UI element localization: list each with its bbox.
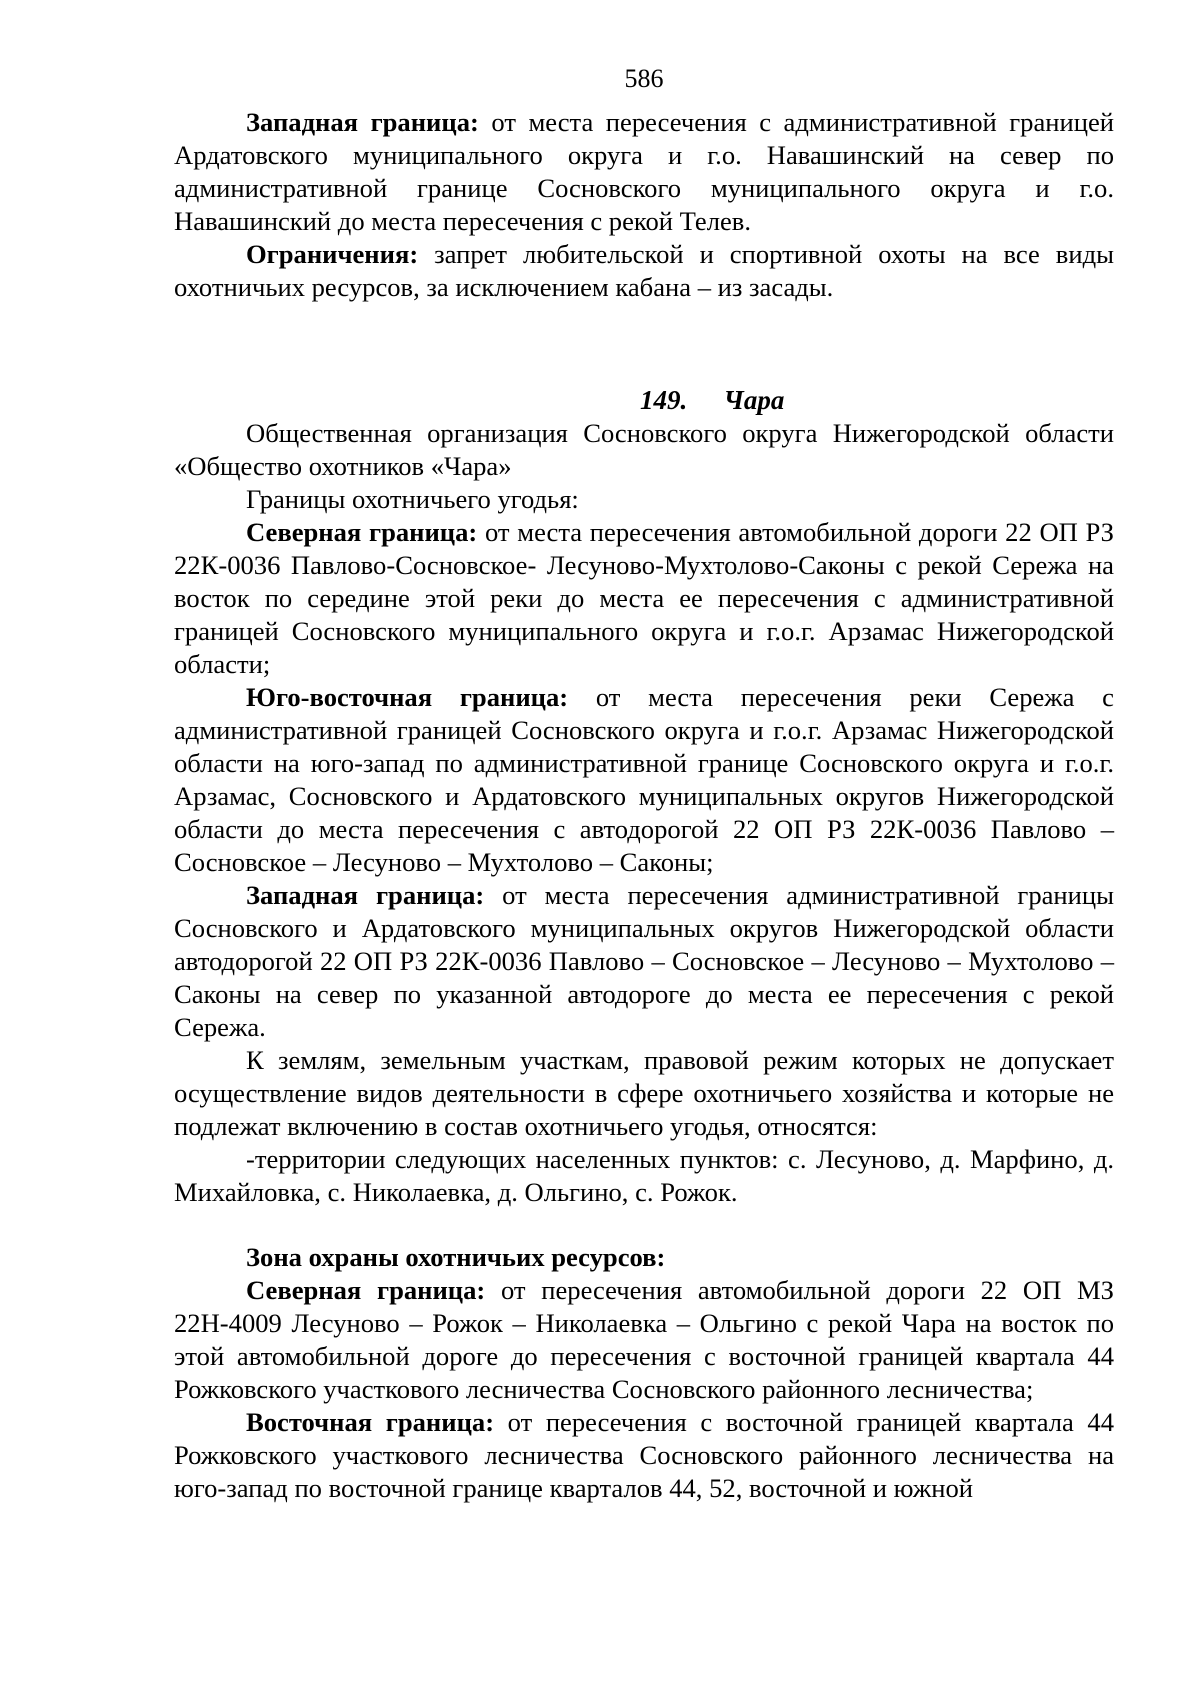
paragraph-west-border (174, 879, 1114, 1044)
west-border-label: Западная граница: (246, 107, 479, 137)
paragraph-zone-north-border (174, 1274, 1114, 1406)
paragraph-restrictions (174, 238, 1114, 304)
restrictions-label: Ограничения: (246, 239, 419, 269)
paragraph-west-border-prev (174, 106, 1114, 238)
paragraph-north-border (174, 516, 1114, 681)
protection-zone-title: Зона охраны охотничьих ресурсов: (246, 1242, 666, 1272)
spacer (174, 1209, 1114, 1241)
restrictions-text: запрет любительской и спортивной охоты на все виды охотничьих ресурсов, за исключением кабана – из засады. (174, 239, 1114, 302)
southeast-border-label: Юго-восточная граница: (246, 682, 569, 712)
borders-intro: Границы охотничьего угодья: (246, 484, 579, 514)
section-number: 149. (640, 385, 688, 415)
west-border-text: от места пересечения с административной границей Ардатовского муниципального округа и г.о. Навашинский на север по административной границе Сосновского муниципального округа и г.о. Навашинский до места пересечения с рекой Телев. (174, 107, 1114, 236)
west-border-text-2: от места пересечения административной границы Сосновского и Ардатовского муниципальных округов Нижегородской области автодорогой 22 ОП РЗ 22К-0036 Павлово – Сосновское – Лесуново – Мухтолово – Саконы на север по указанной автодороге до места ее пересечения с рекой Сережа. (174, 880, 1114, 1042)
southeast-border-text: от места пересечения реки Сережа с административной границей Сосновского округа и г.о.г. Арзамас Нижегородской области на юго-запад по административной границе Сосновского округа и г.о.г. Арзамас, Сосновского и Ардатовского муниципальных округов Нижегородской области до места пересечения с автодорогой 22 ОП РЗ 22К-0036 Павлово – Сосновское – Лесуново – Мухтолово – Саконы; (174, 682, 1114, 877)
north-border-label: Северная граница: (246, 517, 478, 547)
excluded-settlements-list: -территории следующих населенных пунктов: с. Лесуново, д. Марфино, д. Михайловка, с. Николаевка, д. Ольгино, с. Рожок. (174, 1144, 1114, 1207)
section-name: Чара (723, 385, 785, 415)
page-number: 586 (624, 64, 664, 93)
section-title (174, 384, 1114, 417)
north-border-text: от места пересечения автомобильной дороги 22 ОП РЗ 22К-0036 Павлово-Сосновское- Лесуново-Мухтолово-Саконы с рекой Сережа на восток по середине этой реки до места ее пересечения с административной границей Сосновского муниципального округа и г.о.г. Арзамас Нижегородской области; (174, 517, 1114, 679)
west-border-label-2: Западная граница: (246, 880, 485, 910)
document-page (174, 62, 1114, 1505)
organization-name: Общественная организация Сосновского округа Нижегородской области «Общество охотников «Чара» (174, 418, 1114, 481)
zone-north-border-label: Северная граница: (246, 1275, 486, 1305)
zone-east-border-label: Восточная граница: (246, 1407, 495, 1437)
paragraph-southeast-border (174, 681, 1114, 879)
paragraph-zone-east-border (174, 1406, 1114, 1505)
zone-east-border-text: от пересечения с восточной границей квартала 44 Рожковского участкового лесничества Сосновского районного лесничества на юго-запад по восточной границе кварталов 44, 52, восточной и южной (174, 1407, 1114, 1503)
zone-north-border-text: от пересечения автомобильной дороги 22 ОП МЗ 22Н-4009 Лесуново – Рожок – Николаевка – Ольгино с рекой Чара на восток по этой автомобильной дороге до пересечения с восточной границей квартала 44 Рожковского участкового лесничества Сосновского районного лесничества; (174, 1275, 1114, 1404)
excluded-lands-paragraph: К землям, земельным участкам, правовой режим которых не допускает осуществление видов деятельности в сфере охотничьего хозяйства и которые не подлежат включению в состав охотничьего угодья, относятся: (174, 1045, 1114, 1141)
